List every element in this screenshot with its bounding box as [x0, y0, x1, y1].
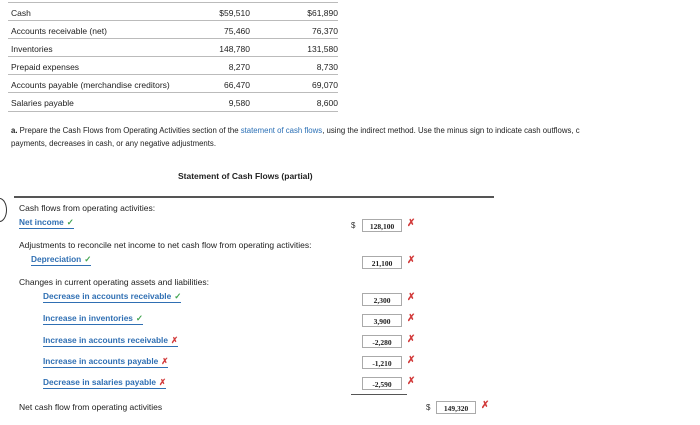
row-value-2: 8,730	[316, 62, 338, 72]
change-item-input[interactable]: 2,300	[362, 293, 402, 306]
change-item-input[interactable]: -2,280	[362, 335, 402, 348]
x-icon: ✗	[161, 356, 169, 366]
change-item-label: Increase in accounts receivable	[43, 335, 168, 345]
change-item-label: Increase in accounts payable	[43, 356, 159, 366]
statement-link[interactable]: statement of cash flows	[240, 126, 323, 135]
check-icon: ✓	[135, 313, 143, 323]
change-item-select[interactable]	[43, 356, 168, 368]
row-value-1: 8,270	[228, 62, 250, 72]
row-value-1: 148,780	[219, 44, 250, 54]
question-text	[11, 124, 700, 137]
row-divider	[8, 38, 338, 39]
question-marker-icon	[0, 198, 7, 222]
depreciation-label: Depreciation	[31, 254, 82, 264]
row-value-1: 66,470	[224, 80, 250, 90]
net-cash-input[interactable]: 149,320	[436, 401, 476, 414]
incorrect-x-icon: ✗	[407, 218, 416, 229]
subtotal-rule	[351, 394, 407, 395]
row-value-2: 69,070	[312, 80, 338, 90]
row-value-2: $61,890	[307, 8, 338, 18]
row-value-2: 131,580	[307, 44, 338, 54]
net-cash-label: Net cash flow from operating activities	[19, 402, 163, 412]
row-value-1: $59,510	[219, 8, 250, 18]
row-divider	[8, 74, 338, 75]
row-value-2: 8,600	[316, 98, 338, 108]
change-item-input[interactable]: -2,590	[362, 377, 402, 390]
row-value-2: 76,370	[312, 26, 338, 36]
row-divider	[8, 92, 338, 93]
change-item-select[interactable]	[43, 377, 166, 389]
incorrect-x-icon: ✗	[407, 334, 416, 345]
table-bottom-border	[8, 111, 338, 112]
incorrect-x-icon: ✗	[407, 376, 416, 387]
check-icon: ✓	[174, 291, 182, 301]
table-top-border	[8, 2, 338, 3]
change-item-input[interactable]: 3,900	[362, 314, 402, 327]
depreciation-input[interactable]: 21,100	[362, 256, 402, 269]
change-item-select[interactable]	[43, 335, 178, 347]
net-income-label: Net income	[19, 217, 64, 227]
question-text-part: , using the indirect method. Use the minus sign to indicate cash outflows, c	[322, 126, 580, 135]
statement-title: Statement of Cash Flows (partial)	[178, 171, 313, 181]
change-item-input[interactable]: -1,210	[362, 356, 402, 369]
question-prefix: a.	[11, 126, 18, 135]
incorrect-x-icon: ✗	[481, 400, 490, 411]
question-text-part: Prepare the Cash Flows from Operating Activities section of the	[17, 126, 241, 135]
change-item-label: Increase in inventories	[43, 313, 133, 323]
row-label: Prepaid expenses	[11, 62, 80, 72]
row-label: Inventories	[11, 44, 53, 54]
net-income-select[interactable]	[19, 217, 74, 229]
row-label: Accounts payable (merchandise creditors)	[11, 80, 170, 90]
incorrect-x-icon: ✗	[407, 292, 416, 303]
incorrect-x-icon: ✗	[407, 313, 416, 324]
row-divider	[8, 20, 338, 21]
change-item-select[interactable]	[43, 313, 143, 325]
statement-top-border	[14, 196, 494, 198]
net-income-input[interactable]: 128,100	[362, 219, 402, 232]
section-label: Cash flows from operating activities:	[19, 203, 156, 213]
row-value-1: 75,460	[224, 26, 250, 36]
row-label: Salaries payable	[11, 98, 74, 108]
adjust-label: Adjustments to reconcile net income to net cash flow from operating activities:	[19, 240, 312, 250]
row-label: Cash	[11, 8, 31, 18]
change-item-label: Decrease in accounts receivable	[43, 291, 172, 301]
change-item-label: Decrease in salaries payable	[43, 377, 157, 387]
incorrect-x-icon: ✗	[407, 255, 416, 266]
incorrect-x-icon: ✗	[407, 355, 416, 366]
change-item-select[interactable]	[43, 291, 181, 303]
row-value-1: 9,580	[228, 98, 250, 108]
changes-label: Changes in current operating assets and liabilities:	[19, 277, 209, 287]
x-icon: ✗	[159, 377, 166, 387]
check-icon: ✓	[66, 217, 74, 227]
check-icon: ✓	[84, 254, 92, 264]
depreciation-select[interactable]	[31, 254, 91, 266]
x-icon: ✗	[170, 335, 178, 345]
question-text-line2: payments, decreases in cash, or any negative adjustments.	[11, 139, 216, 148]
dollar-sign: $	[351, 221, 356, 230]
dollar-sign: $	[426, 403, 431, 412]
row-divider	[8, 56, 338, 57]
row-label: Accounts receivable (net)	[11, 26, 107, 36]
